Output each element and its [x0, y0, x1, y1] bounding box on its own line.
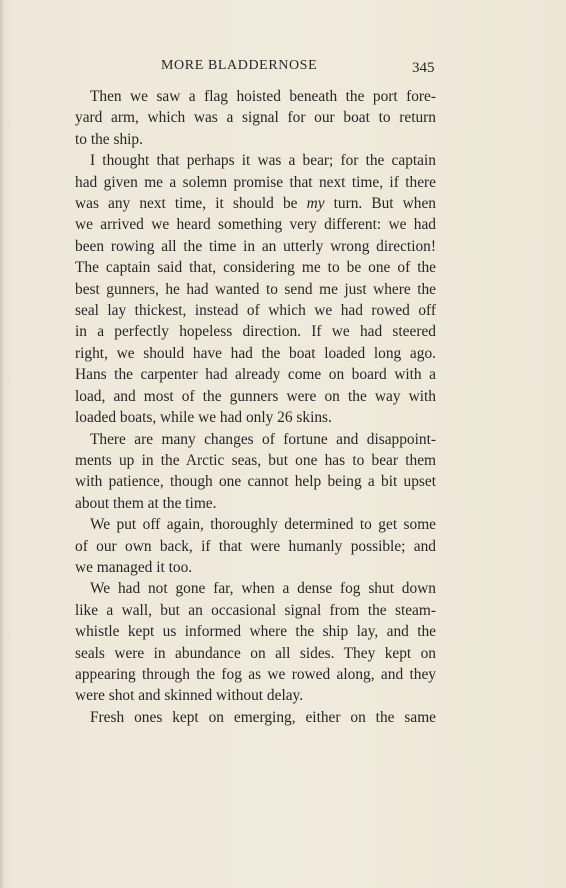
text-line: we arrived we heard something very different: we had — [75, 216, 436, 234]
paragraph — [60, 514, 436, 578]
text-line: in a perfectly hopeless direction. If we had steered — [75, 323, 436, 341]
text-line: like a wall, but an occasional signal from the steam- — [75, 601, 436, 619]
text-line: loaded boats, while we had only 26 skins. — [75, 409, 332, 427]
text-line: ments up in the Arctic seas, but one has to bear them — [75, 451, 436, 469]
running-head — [0, 58, 566, 80]
paragraph — [60, 578, 436, 706]
text-line: of our own back, if that were humanly possible; and — [75, 537, 436, 555]
text-line: had given me a solemn promise that next time, if there — [75, 173, 436, 191]
text-line: There are many changes of fortune and disappoint- — [90, 430, 436, 448]
text-line: Then we saw a flag hoisted beneath the port fore- — [90, 88, 436, 105]
running-head-title: MORE BLADDERNOSE — [161, 58, 318, 73]
paragraph — [60, 429, 436, 515]
text-line: right, we should have had the boat loaded long ago. — [75, 344, 436, 362]
paragraph — [60, 150, 436, 428]
text-line: Hans the carpenter had already come on board with a — [75, 366, 436, 384]
text-line: to the ship. — [75, 130, 143, 148]
text-line: We put off again, thoroughly determined to get some — [90, 516, 436, 534]
paragraph — [60, 707, 436, 728]
text-line: Fresh ones kept on emerging, either on the same — [90, 708, 436, 726]
text-line: yard arm, which was a signal for our boat to return — [75, 109, 436, 127]
text-line: whistle kept us informed where the ship lay, and the — [75, 623, 436, 641]
body-text — [60, 86, 436, 728]
text-line: with patience, though one cannot help being a bit upset — [75, 473, 436, 491]
text-line: were shot and skinned without delay. — [75, 687, 304, 705]
emphasized-word: my — [306, 195, 325, 213]
page-binding-shadow — [0, 0, 4, 888]
text-line: We had not gone far, when a dense fog shut down — [90, 580, 436, 598]
text-line: about them at the time. — [75, 494, 217, 512]
text-line: been rowing all the time in an utterly wrong direction! — [75, 237, 436, 255]
page-number: 345 — [412, 60, 435, 76]
text-line: we managed it too. — [75, 558, 193, 576]
text-line: The captain said that, considering me to be one of the — [75, 259, 436, 277]
text-line: load, and most of the gunners were on the way with — [75, 387, 436, 405]
text-line: I thought that perhaps it was a bear; for the captain — [90, 152, 436, 170]
paragraph — [60, 86, 436, 150]
text-line: was any next time, it should be my turn. But when — [75, 195, 436, 213]
text-line: seal lay thickest, instead of which we had rowed off — [75, 302, 436, 320]
text-line: best gunners, he had wanted to send me just where the — [75, 280, 436, 298]
text-line: seals were in abundance on all sides. They kept on — [75, 644, 436, 662]
text-line: appearing through the fog as we rowed along, and they — [75, 665, 436, 683]
